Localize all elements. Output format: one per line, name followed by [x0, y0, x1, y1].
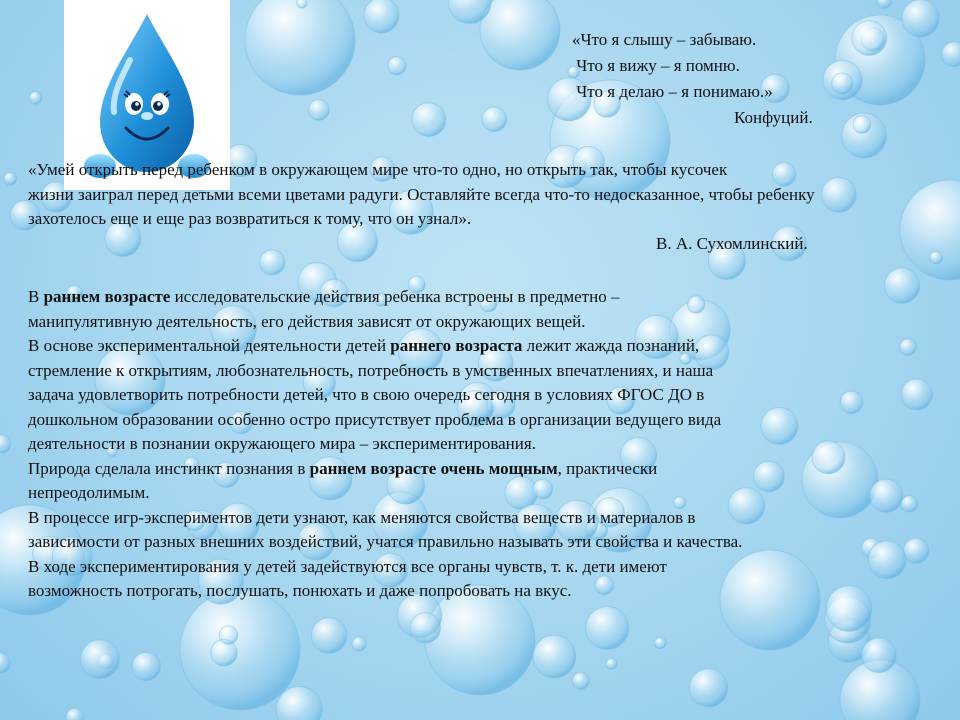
water-bubble — [81, 640, 120, 679]
water-bubble — [480, 0, 560, 70]
water-bubble — [482, 107, 507, 132]
water-bubble — [4, 172, 17, 185]
text-fragment: В основе экспериментальной деятельности детей — [28, 336, 391, 355]
text-line — [28, 285, 938, 310]
bold-text: раннего возраста — [390, 336, 523, 355]
text-line: В процессе игр-экспериментов дети узнают, как меняются свойства веществ и материалов в — [28, 507, 696, 527]
water-bubble — [132, 652, 160, 680]
water-bubble — [352, 637, 366, 651]
water-bubble — [245, 0, 355, 95]
text-fragment: лежит жажда познаний, — [522, 336, 700, 355]
bold-text: раннем возрасте — [43, 287, 171, 306]
water-bubble — [219, 626, 237, 644]
water-bubble — [877, 0, 892, 8]
text-line — [28, 334, 938, 359]
water-bubble — [852, 21, 887, 56]
water-bubble — [942, 42, 960, 67]
quote-line: «Что я слышу – забываю. — [572, 30, 757, 49]
water-bubble — [832, 73, 853, 94]
epigraph-author: В. А. Сухомлинский. — [656, 233, 808, 253]
quote-line: Что я вижу – я помню. — [572, 56, 740, 75]
text-line: возможность потрогать, послушать, понюхать и даже попробовать на вкус. — [28, 581, 572, 600]
water-bubble — [655, 637, 666, 648]
water-bubble — [930, 251, 943, 264]
text-line: зависимости от разных внешних воздействий, учатся правильно называть эти свойства и качества. — [28, 532, 743, 551]
text-line: В ходе экспериментирования у детей задействуются все органы чувств, т. к. дети имеют — [28, 556, 667, 576]
water-bubble — [586, 607, 629, 650]
text-line: стремление к открытиям, любознательность, потребность в умственных впечатлениях, и наша — [28, 360, 714, 380]
text-line: манипулятивную деятельность, его действия зависят от окружающих вещей. — [28, 311, 586, 331]
water-bubble — [0, 435, 11, 453]
epigraph-line: захотелось еще и еще раз возвратиться к тому, что он узнал». — [28, 209, 472, 228]
water-bubble — [853, 116, 871, 134]
bold-text: раннем возрасте очень мощным — [309, 458, 558, 478]
text-fragment: Природа сделала инстинкт познания в — [28, 458, 310, 478]
text-line: задача удовлетворить потребности детей, что в свою очередь сегодня в условиях ФГОС ДО в — [28, 385, 705, 404]
text-fragment: , практически — [557, 458, 658, 478]
text-fragment: В — [28, 287, 44, 306]
water-bubble — [66, 708, 84, 720]
water-bubble — [412, 103, 446, 137]
water-bubble — [309, 100, 330, 121]
text-fragment: исследовательские действия ребенка встроены в предметно – — [170, 287, 620, 306]
water-bubble — [572, 672, 589, 689]
confucius-quote — [572, 27, 813, 131]
water-bubble — [180, 590, 300, 710]
text-line: деятельности в познании окружающего мира – экспериментирования. — [28, 434, 536, 453]
water-bubble — [533, 635, 576, 678]
text-line — [28, 457, 938, 482]
water-bubble — [297, 0, 307, 8]
quote-line: Что я делаю – я понимаю.» — [572, 82, 773, 101]
text-line: дошкольном образовании особенно остро присутствует проблема в организации ведущего вида — [28, 409, 722, 429]
sukhomlinsky-epigraph — [28, 158, 928, 256]
epigraph-line: жизни заиграл перед детьми всеми цветами радуги. Оставляйте всегда что-то недосказанное, чтобы ребенку — [28, 184, 815, 204]
quote-author: Конфуций. — [734, 108, 813, 127]
water-bubble — [689, 669, 727, 707]
water-bubble — [862, 638, 897, 673]
water-bubble — [0, 653, 10, 673]
water-bubble — [902, 0, 939, 37]
water-bubble — [606, 659, 617, 670]
main-text — [28, 285, 938, 604]
water-bubble — [388, 57, 406, 75]
epigraph-line: «Умей открыть перед ребенком в окружающем мире что-то одно, но открыть так, чтобы кусочек — [28, 160, 728, 179]
water-bubble — [410, 613, 440, 643]
water-bubble — [29, 92, 42, 105]
text-line: непреодолимым. — [28, 483, 150, 502]
water-bubble — [364, 0, 399, 33]
water-bubble — [311, 618, 347, 654]
